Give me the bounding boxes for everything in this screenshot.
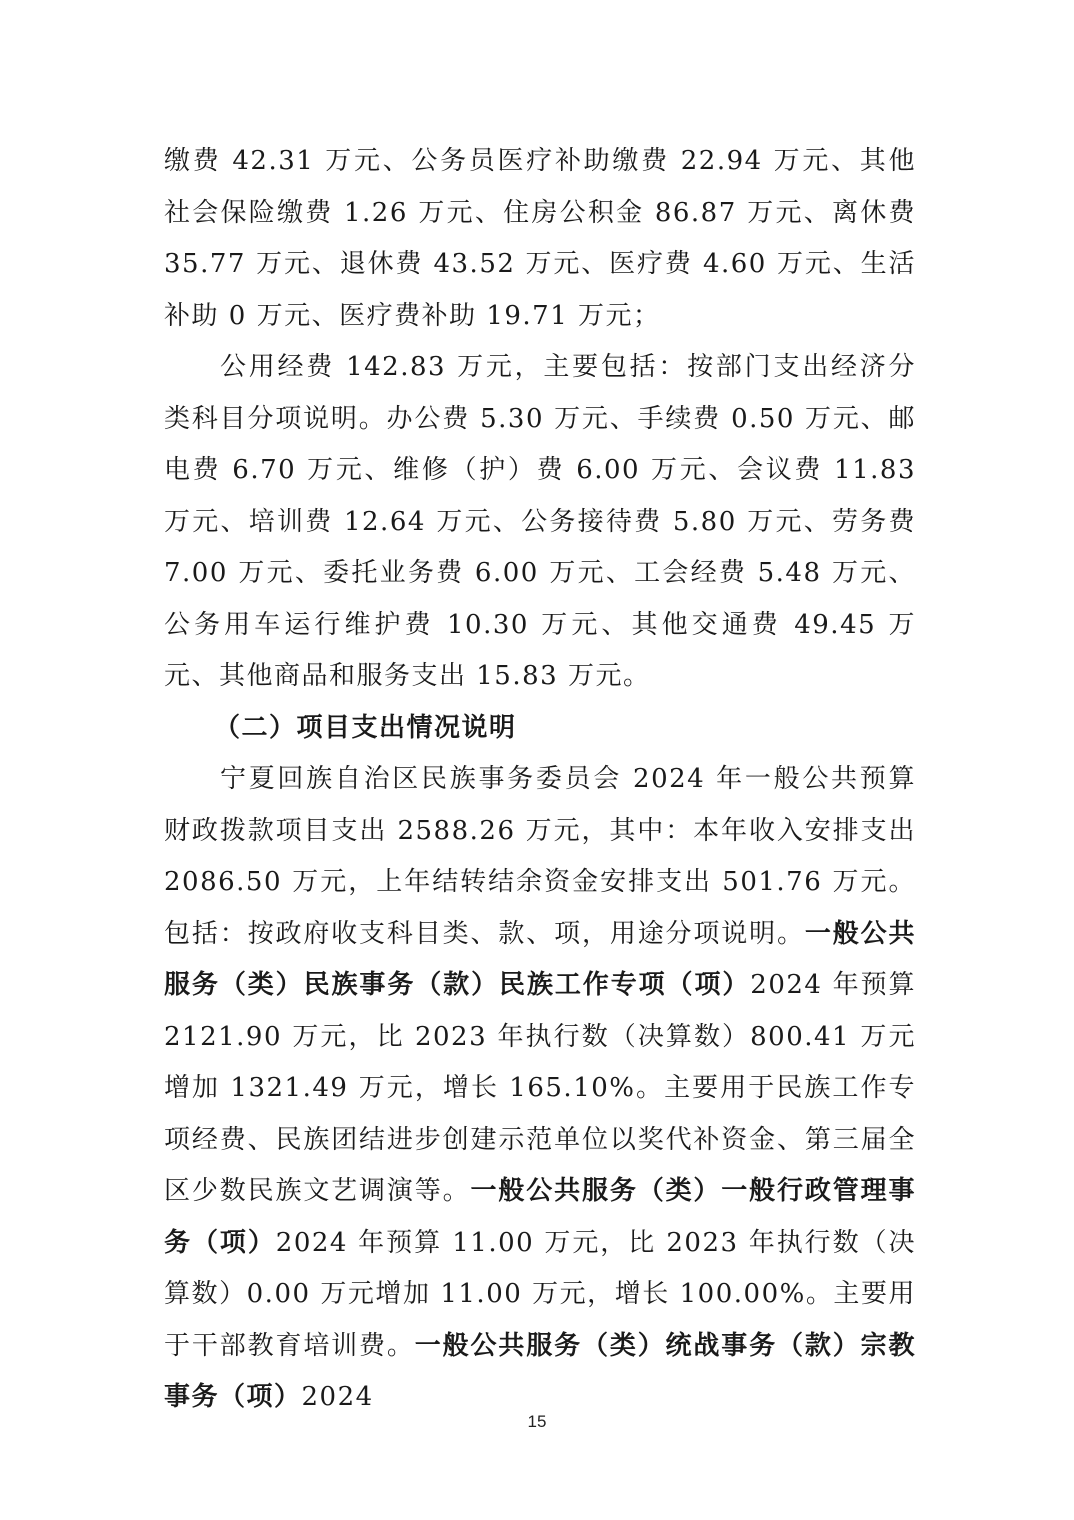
page-number: 15 bbox=[527, 1412, 547, 1431]
budget-item-religious-affairs-title: 一般公共服务（类）统战事务（款）宗教事务（项） bbox=[164, 1330, 916, 1412]
paragraph-project-expenditure bbox=[164, 754, 916, 1424]
paragraph-public-expenses: 公用经费 142.83 万元，主要包括：按部门支出经济分类科目分项说明。办公费 5.30 万元、手续费 0.50 万元、邮电费 6.70 万元、维修（护）费 6.00 万元、会议费 11.83 万元、培训费 12.64 万元、公务接待费 5.80 万元、劳务费 7.00 万元、委托业务费 6.00 万元、工会经费 5.48 万元、公务用车运行维护费 10.30 万元、其他交通费 49.45 万元、其他商品和服务支出 15.83 万元。 bbox=[164, 352, 916, 691]
budget-item-ethnic-affairs-title: 一般公共服务（类）民族事务（款）民族工作专项（项） bbox=[164, 918, 916, 1000]
project-intro-text: 宁夏回族自治区民族事务委员会 2024 年一般公共预算财政拨款项目支出 2588.26 万元，其中：本年收入安排支出 2086.50 万元，上年结转结余资金安排支出 501.76 万元。包括：按政府收支科目类、款、项，用途分项说明。 bbox=[164, 764, 916, 949]
budget-item-ethnic-affairs-text: 2024 年预算 2121.90 万元，比 2023 年执行数（决算数）800.41 万元增加 1321.49 万元，增长 165.10%。主要用于民族工作专项经费、民族团结进步创建示范单位以奖代补资金、第三届全区少数民族文艺调演等。 bbox=[164, 970, 916, 1206]
budget-item-general-admin-title: 一般公共服务（类）一般行政管理事务（项） bbox=[164, 1176, 916, 1258]
paragraph-personnel-expenses-continued: 缴费 42.31 万元、公务员医疗补助缴费 22.94 万元、其他社会保险缴费 1.26 万元、住房公积金 86.87 万元、离休费 35.77 万元、退休费 43.52 万元、医疗费 4.60 万元、生活补助 0 万元、医疗费补助 19.71 万元； bbox=[164, 146, 916, 331]
section-heading-project-expenditure: （二）项目支出情况说明 bbox=[214, 712, 517, 743]
body-text bbox=[164, 136, 916, 1424]
budget-item-religious-affairs-text: 2024 bbox=[301, 1382, 374, 1412]
budget-item-general-admin-text: 2024 年预算 11.00 万元，比 2023 年执行数（决算数）0.00 万元增加 11.00 万元，增长 100.00%。主要用于干部教育培训费。 bbox=[164, 1227, 916, 1361]
